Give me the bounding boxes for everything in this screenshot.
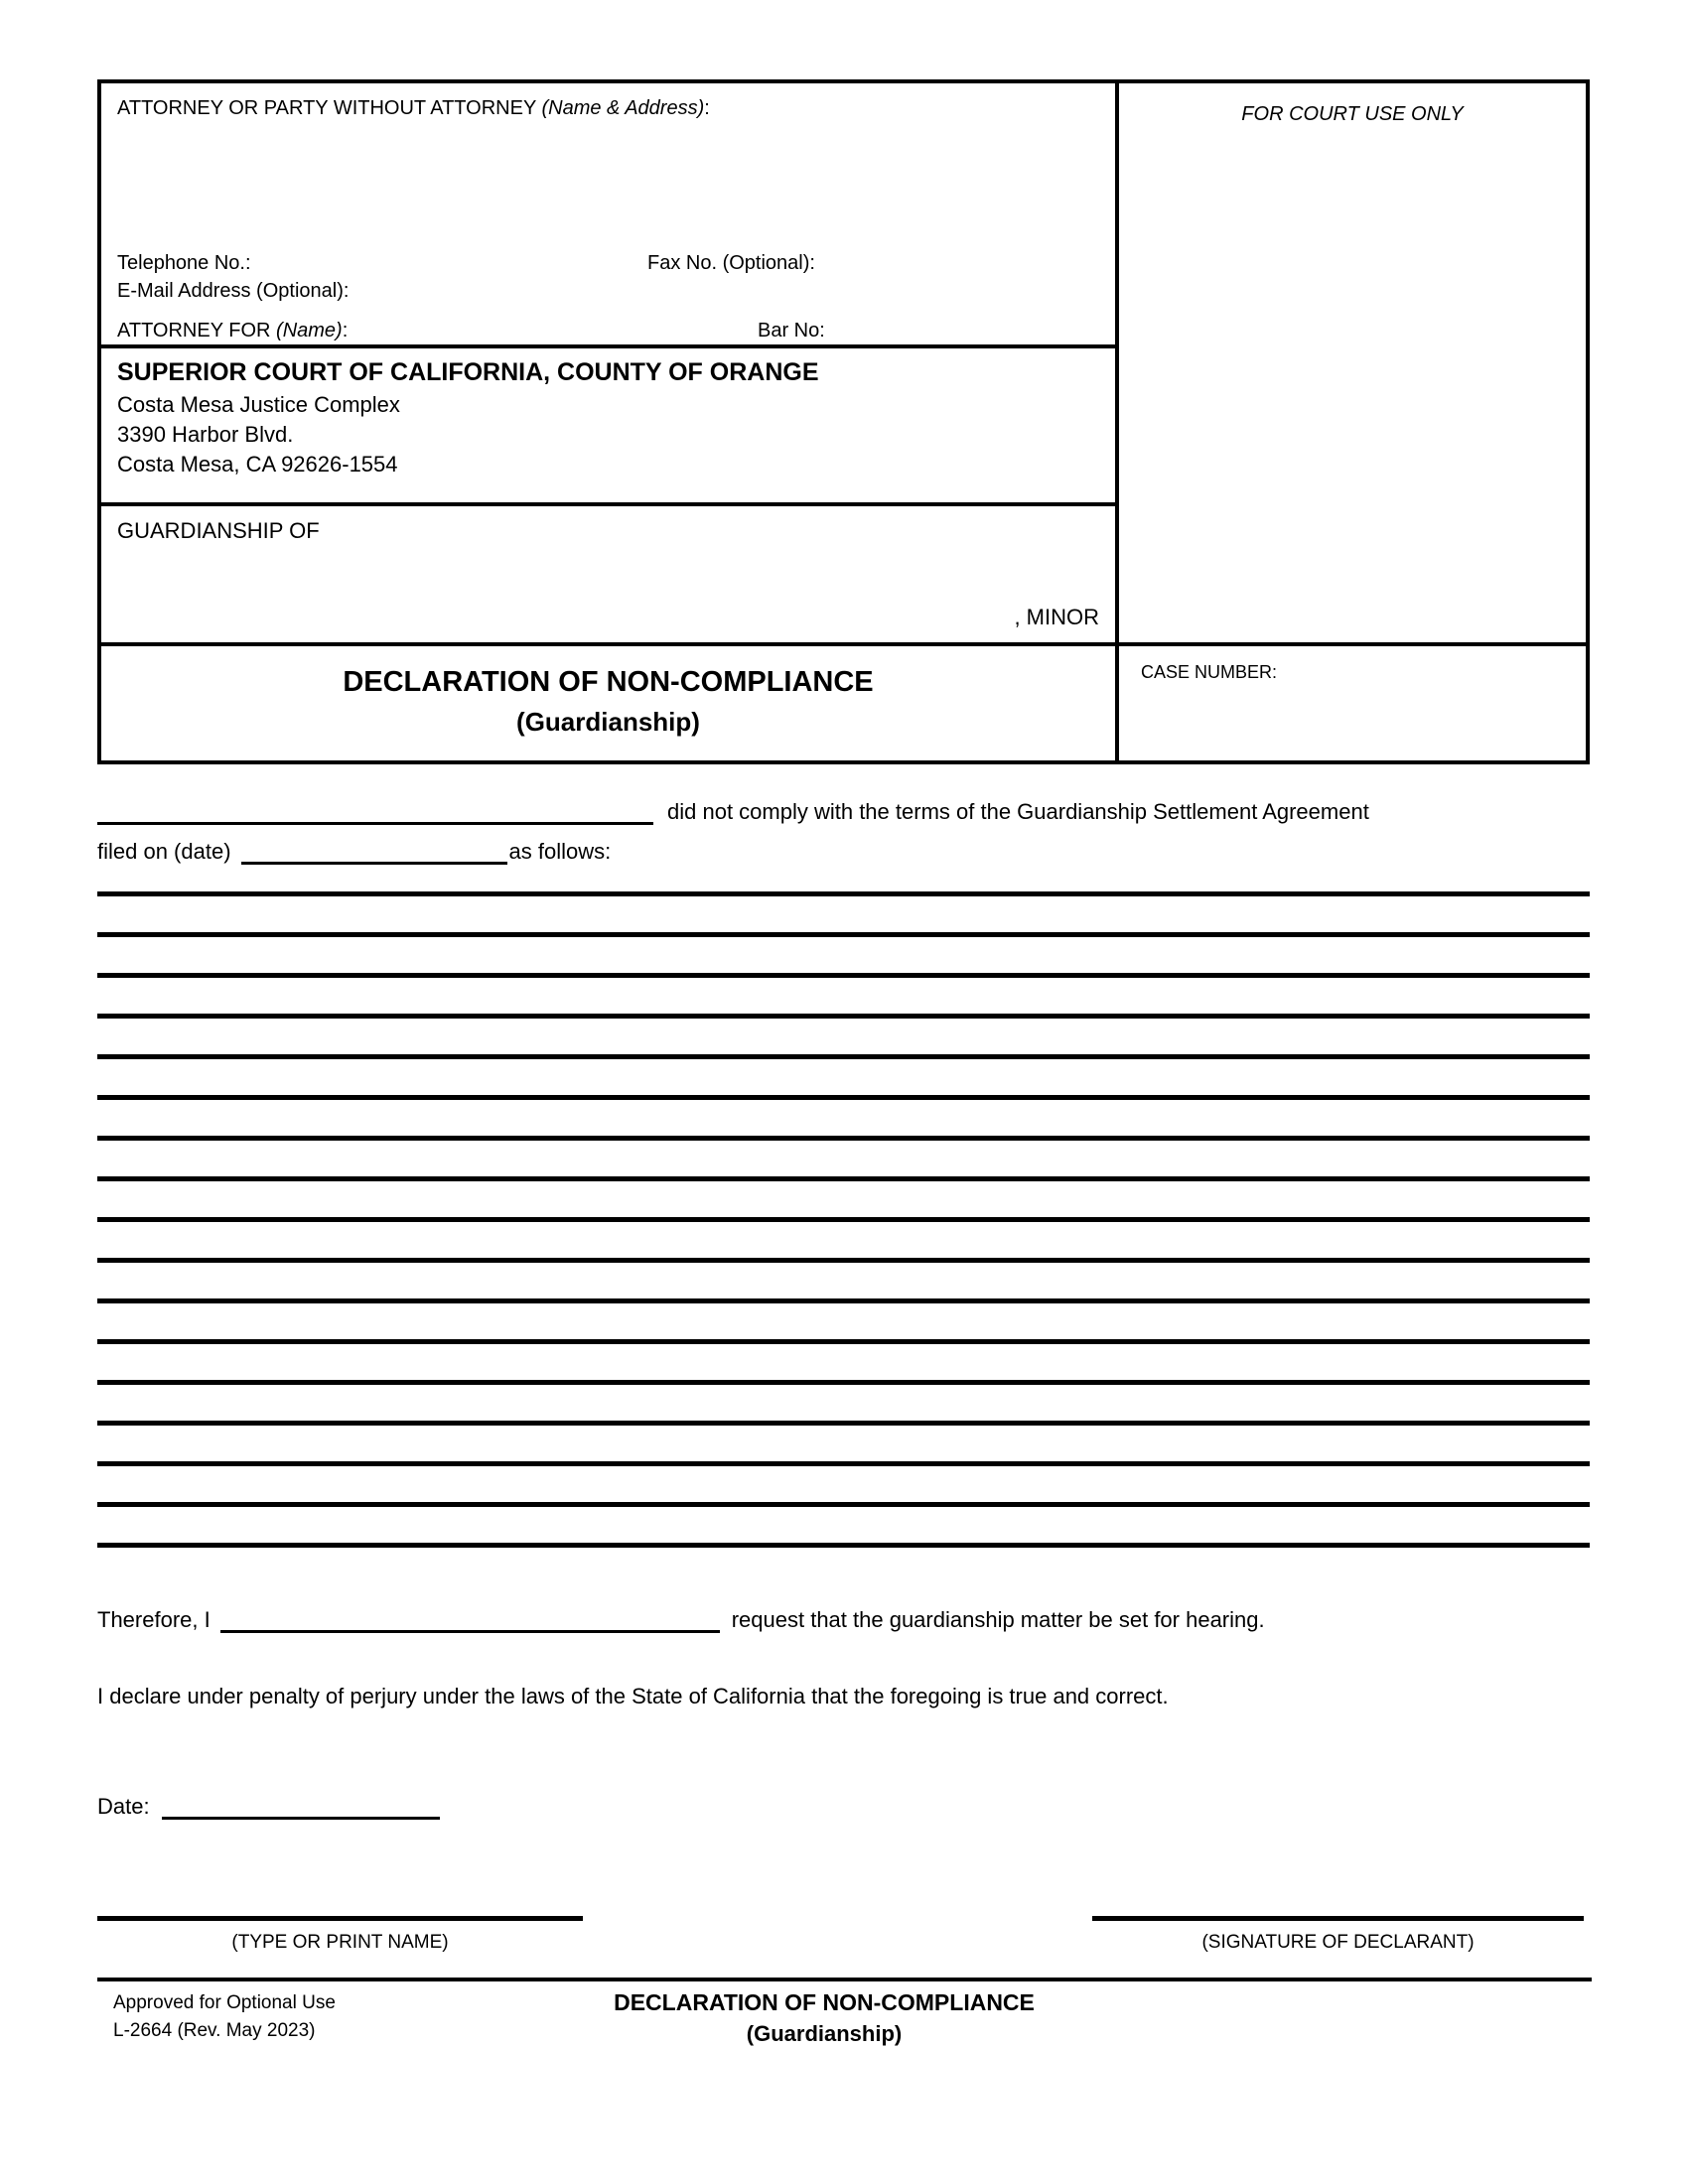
for-court-use-only-label: FOR COURT USE ONLY xyxy=(1241,103,1464,125)
ruled-line[interactable] xyxy=(97,973,1590,978)
fax-value-area[interactable] xyxy=(818,252,1096,278)
caption-left-column xyxy=(101,83,1119,737)
footer-title-block xyxy=(97,1989,1551,2047)
form-subtitle: (Guardianship) xyxy=(516,707,700,737)
print-name-label: (TYPE OR PRINT NAME) xyxy=(231,1932,449,1953)
attorney-label-colon: : xyxy=(704,97,710,119)
date-blank[interactable] xyxy=(162,1791,440,1820)
footer-title: DECLARATION OF NON-COMPLIANCE xyxy=(614,1989,1035,2015)
declarant-name-blank[interactable] xyxy=(220,1602,720,1633)
email-value-area[interactable] xyxy=(354,280,950,306)
footer-rule xyxy=(97,1978,1592,1981)
attorney-for-value-area[interactable] xyxy=(340,320,727,345)
court-section xyxy=(101,348,1115,506)
footer-form-number: L-2664 (Rev. May 2023) xyxy=(113,2020,316,2041)
telephone-value-area[interactable] xyxy=(265,252,633,278)
ruled-line[interactable] xyxy=(97,1502,1590,1507)
attorney-label-italic: (Name & Address) xyxy=(541,97,705,119)
perjury-statement: I declare under penalty of perjury under the laws of the State of California that the foregoing is true and correct. xyxy=(97,1684,1169,1708)
attorney-for-italic: (Name) xyxy=(276,320,343,341)
court-address-line1: Costa Mesa Justice Complex xyxy=(117,392,400,417)
ruled-line[interactable] xyxy=(97,1054,1590,1059)
ruled-line[interactable] xyxy=(97,1461,1590,1466)
court-address xyxy=(117,390,400,479)
ruled-line[interactable] xyxy=(97,1217,1590,1222)
ruled-line[interactable] xyxy=(97,1543,1590,1548)
attorney-name-address-area[interactable] xyxy=(117,131,1090,245)
minor-label: , MINOR xyxy=(1014,605,1099,629)
signature-line[interactable] xyxy=(1092,1916,1584,1921)
print-name-line[interactable] xyxy=(97,1916,583,1921)
ruled-line[interactable] xyxy=(97,1298,1590,1303)
as-follows-label: as follows: xyxy=(508,839,612,864)
therefore-prefix: Therefore, I xyxy=(97,1607,211,1632)
court-use-cell xyxy=(1119,83,1586,642)
therefore-line xyxy=(97,1602,1590,1633)
title-cell xyxy=(101,646,1119,760)
attorney-for-text: ATTORNEY FOR xyxy=(117,320,277,341)
telephone-label: Telephone No.: xyxy=(117,252,251,274)
statement-lines-area[interactable] xyxy=(97,891,1590,1583)
ruled-line[interactable] xyxy=(97,1339,1590,1344)
court-address-line3: Costa Mesa, CA 92626-1554 xyxy=(117,452,398,477)
signature-label: (SIGNATURE OF DECLARANT) xyxy=(1201,1932,1475,1953)
ruled-line[interactable] xyxy=(97,891,1590,896)
minor-name-area[interactable] xyxy=(340,514,1035,594)
attorney-label xyxy=(117,97,710,120)
ruled-line[interactable] xyxy=(97,1380,1590,1385)
party-name-blank[interactable] xyxy=(97,794,653,825)
case-number-cell xyxy=(1119,646,1586,760)
court-use-area[interactable] xyxy=(1129,143,1576,629)
ruled-line[interactable] xyxy=(97,1176,1590,1181)
intro-line-1 xyxy=(97,794,1590,825)
attorney-label-text: ATTORNEY OR PARTY WITHOUT ATTORNEY xyxy=(117,97,542,119)
footer-subtitle: (Guardianship) xyxy=(746,2021,903,2046)
date-line xyxy=(97,1791,440,1820)
ruled-line[interactable] xyxy=(97,1421,1590,1426)
footer-approval-line1: Approved for Optional Use xyxy=(113,1992,336,2013)
attorney-section xyxy=(101,83,1115,348)
ruled-line[interactable] xyxy=(97,1136,1590,1141)
guardianship-of-label: GUARDIANSHIP OF xyxy=(117,518,320,543)
court-name: SUPERIOR COURT OF CALIFORNIA, COUNTY OF ORANGE xyxy=(117,358,819,386)
ruled-line[interactable] xyxy=(97,1095,1590,1100)
bar-no-label: Bar No: xyxy=(758,320,825,341)
filed-date-blank[interactable] xyxy=(241,834,507,865)
intro-line-2 xyxy=(97,834,1590,865)
therefore-suffix: request that the guardianship matter be set for hearing. xyxy=(731,1607,1265,1632)
attorney-for-colon: : xyxy=(342,320,349,341)
case-number-value-area[interactable] xyxy=(1141,694,1558,749)
date-label: Date: xyxy=(97,1794,150,1819)
court-address-line2: 3390 Harbor Blvd. xyxy=(117,422,294,447)
attorney-for-label xyxy=(117,320,348,342)
guardianship-section xyxy=(101,506,1115,642)
ruled-line[interactable] xyxy=(97,1258,1590,1263)
fax-label: Fax No. (Optional): xyxy=(647,252,815,274)
case-number-label: CASE NUMBER: xyxy=(1141,662,1278,682)
bar-no-value-area[interactable] xyxy=(831,320,1099,345)
ruled-line[interactable] xyxy=(97,1014,1590,1019)
caption-box xyxy=(97,79,1590,764)
intro-text: did not comply with the terms of the Guardianship Settlement Agreement xyxy=(667,799,1369,824)
email-label: E-Mail Address (Optional): xyxy=(117,280,350,302)
form-title: DECLARATION OF NON-COMPLIANCE xyxy=(343,666,874,698)
filed-on-label: filed on (date) xyxy=(97,839,231,864)
ruled-line[interactable] xyxy=(97,932,1590,937)
